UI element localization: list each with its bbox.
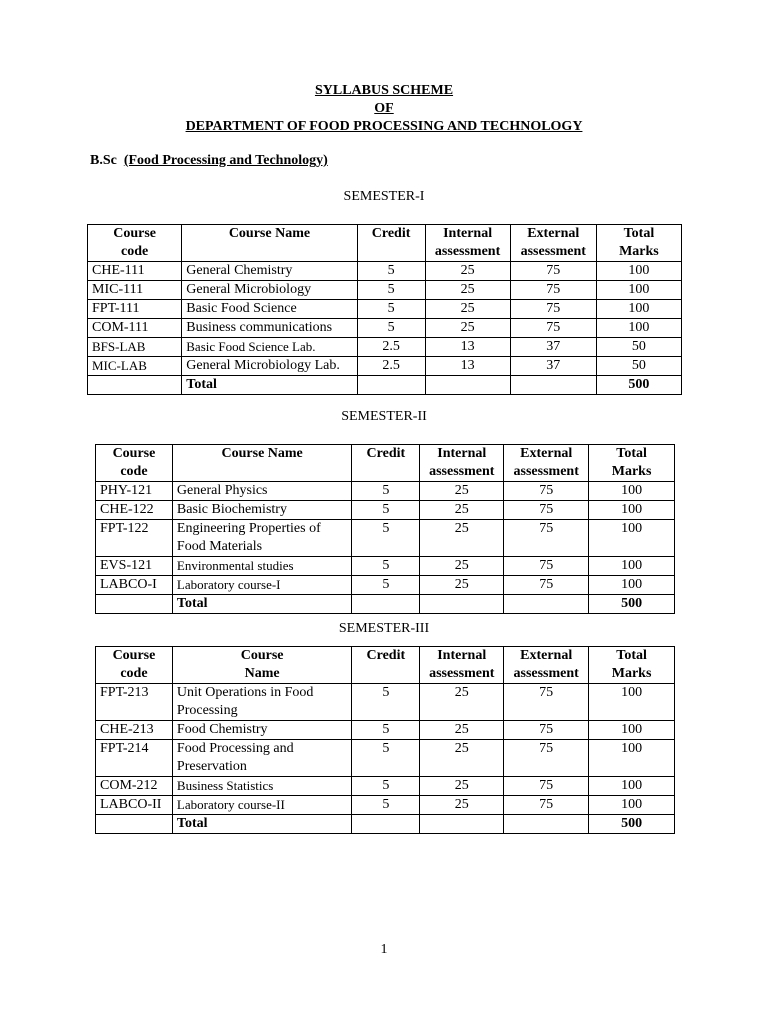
credit: 5: [357, 300, 425, 319]
course-code: BFS-LAB: [88, 338, 182, 357]
table-row: [96, 721, 675, 740]
course-name: Laboratory course-II: [172, 796, 351, 815]
total-marks: 100: [589, 684, 675, 721]
course-code: CHE-122: [96, 501, 173, 520]
course-code: FPT-214: [96, 740, 173, 777]
course-code: CHE-213: [96, 721, 173, 740]
table-row: [88, 281, 682, 300]
course-code: PHY-121: [96, 482, 173, 501]
table-row: [88, 300, 682, 319]
credit: 5: [352, 740, 420, 777]
program-title: [90, 153, 328, 169]
empty-cell: [420, 595, 504, 614]
table-row: [88, 338, 682, 357]
total-marks: 100: [589, 721, 675, 740]
empty-cell: [96, 595, 173, 614]
table-row: [96, 501, 675, 520]
course-name: Laboratory course-I: [172, 576, 352, 595]
col-course-code: Course code: [96, 647, 173, 684]
empty-cell: [352, 595, 420, 614]
credit: 5: [357, 319, 425, 338]
total-row: [96, 595, 675, 614]
course-name: Business communications: [182, 319, 357, 338]
total-marks: 100: [589, 576, 675, 595]
external: 75: [504, 777, 589, 796]
internal: 25: [420, 796, 504, 815]
col-total: Total Marks: [589, 647, 675, 684]
semester-1-title: SEMESTER-I: [343, 189, 425, 204]
table-row: [96, 576, 675, 595]
total-marks: 100: [596, 262, 681, 281]
credit: 5: [357, 281, 425, 300]
table-row: [96, 520, 675, 557]
semester-2-table: [95, 444, 675, 614]
course-code: FPT-122: [96, 520, 173, 557]
credit: 5: [352, 721, 420, 740]
external: 75: [510, 319, 596, 338]
course-name: Basic Food Science: [182, 300, 357, 319]
table-row: [96, 482, 675, 501]
external: 75: [504, 796, 589, 815]
empty-cell: [504, 595, 589, 614]
internal: 13: [425, 357, 510, 376]
internal: 25: [420, 684, 504, 721]
total-row: [88, 376, 682, 395]
table-row: [88, 357, 682, 376]
col-internal: Internal assessment: [425, 225, 510, 262]
col-credit: Credit: [352, 445, 420, 482]
external: 75: [504, 520, 589, 557]
internal: 25: [420, 576, 504, 595]
total-label: Total: [172, 815, 351, 834]
table-header-row: [96, 647, 675, 684]
external: 75: [504, 557, 589, 576]
credit: 5: [352, 482, 420, 501]
table-header-row: [88, 225, 682, 262]
course-name: Environmental studies: [172, 557, 352, 576]
internal: 25: [425, 262, 510, 281]
course-name: General Chemistry: [182, 262, 357, 281]
credit: 2.5: [357, 338, 425, 357]
doc-title-line3: DEPARTMENT OF FOOD PROCESSING AND TECHNOLOGY: [185, 119, 583, 134]
col-course-name: Course Name: [182, 225, 357, 262]
total-value: 500: [589, 595, 675, 614]
course-code: COM-212: [96, 777, 173, 796]
empty-cell: [357, 376, 425, 395]
credit: 5: [352, 777, 420, 796]
program-name: (Food Processing and Technology): [123, 153, 328, 168]
total-marks: 50: [596, 357, 681, 376]
credit: 5: [352, 557, 420, 576]
course-name: Engineering Properties of Food Materials: [172, 520, 352, 557]
internal: 25: [425, 319, 510, 338]
total-value: 500: [596, 376, 681, 395]
course-code: FPT-213: [96, 684, 173, 721]
table-row: [96, 684, 675, 721]
course-code: CHE-111: [88, 262, 182, 281]
table-row: [96, 796, 675, 815]
doc-title-line1: SYLLABUS SCHEME: [314, 83, 454, 98]
col-external: External assessment: [504, 445, 589, 482]
table-row: [96, 557, 675, 576]
total-marks: 100: [589, 482, 675, 501]
total-value: 500: [589, 815, 675, 834]
program-prefix: B.Sc: [90, 153, 117, 168]
empty-cell: [504, 815, 589, 834]
col-credit: Credit: [352, 647, 420, 684]
total-marks: 100: [596, 281, 681, 300]
total-marks: 100: [589, 501, 675, 520]
credit: 5: [352, 576, 420, 595]
course-name: Food Processing and Preservation: [172, 740, 351, 777]
total-marks: 100: [589, 520, 675, 557]
course-name: Basic Food Science Lab.: [182, 338, 357, 357]
total-marks: 100: [589, 777, 675, 796]
page-number: 1: [380, 942, 388, 957]
empty-cell: [420, 815, 504, 834]
total-marks: 100: [596, 300, 681, 319]
credit: 5: [352, 520, 420, 557]
semester-3-table: [95, 646, 675, 834]
external: 37: [510, 357, 596, 376]
credit: 5: [357, 262, 425, 281]
internal: 25: [420, 740, 504, 777]
credit: 5: [352, 501, 420, 520]
empty-cell: [88, 376, 182, 395]
external: 75: [510, 262, 596, 281]
col-course-name: Course Name: [172, 647, 351, 684]
internal: 25: [420, 482, 504, 501]
total-label: Total: [172, 595, 352, 614]
col-credit: Credit: [357, 225, 425, 262]
course-code: LABCO-II: [96, 796, 173, 815]
table-row: [88, 319, 682, 338]
internal: 25: [425, 281, 510, 300]
empty-cell: [425, 376, 510, 395]
total-marks: 100: [596, 319, 681, 338]
col-course-code: Course code: [88, 225, 182, 262]
col-external: External assessment: [510, 225, 596, 262]
col-internal: Internal assessment: [420, 445, 504, 482]
external: 75: [504, 740, 589, 777]
external: 75: [504, 482, 589, 501]
col-total: Total Marks: [589, 445, 675, 482]
col-external: External assessment: [504, 647, 589, 684]
doc-title-line2: OF: [374, 101, 394, 116]
empty-cell: [352, 815, 420, 834]
col-total: Total Marks: [596, 225, 681, 262]
external: 75: [510, 300, 596, 319]
course-code: MIC-LAB: [88, 357, 182, 376]
external: 75: [504, 684, 589, 721]
col-internal: Internal assessment: [420, 647, 504, 684]
course-name: General Physics: [172, 482, 352, 501]
col-course-code: Course code: [96, 445, 173, 482]
internal: 13: [425, 338, 510, 357]
empty-cell: [510, 376, 596, 395]
course-name: Business Statistics: [172, 777, 351, 796]
internal: 25: [420, 777, 504, 796]
table-row: [88, 262, 682, 281]
total-marks: 100: [589, 557, 675, 576]
total-marks: 100: [589, 796, 675, 815]
external: 37: [510, 338, 596, 357]
internal: 25: [425, 300, 510, 319]
table-row: [96, 740, 675, 777]
semester-2-title: SEMESTER-II: [341, 409, 427, 424]
course-code: MIC-111: [88, 281, 182, 300]
internal: 25: [420, 501, 504, 520]
total-marks: 100: [589, 740, 675, 777]
credit: 5: [352, 796, 420, 815]
table-row: [96, 777, 675, 796]
external: 75: [504, 576, 589, 595]
course-code: FPT-111: [88, 300, 182, 319]
course-name: Basic Biochemistry: [172, 501, 352, 520]
total-marks: 50: [596, 338, 681, 357]
credit: 2.5: [357, 357, 425, 376]
total-row: [96, 815, 675, 834]
internal: 25: [420, 557, 504, 576]
course-name: General Microbiology: [182, 281, 357, 300]
empty-cell: [96, 815, 173, 834]
internal: 25: [420, 520, 504, 557]
course-code: LABCO-I: [96, 576, 173, 595]
semester-1-table: [87, 224, 682, 395]
semester-3-title: SEMESTER-III: [338, 621, 430, 636]
table-header-row: [96, 445, 675, 482]
total-label: Total: [182, 376, 357, 395]
external: 75: [504, 501, 589, 520]
course-code: COM-111: [88, 319, 182, 338]
course-name: Unit Operations in Food Processing: [172, 684, 351, 721]
internal: 25: [420, 721, 504, 740]
external: 75: [510, 281, 596, 300]
course-name: General Microbiology Lab.: [182, 357, 357, 376]
col-course-name: Course Name: [172, 445, 352, 482]
course-code: EVS-121: [96, 557, 173, 576]
credit: 5: [352, 684, 420, 721]
course-name: Food Chemistry: [172, 721, 351, 740]
external: 75: [504, 721, 589, 740]
